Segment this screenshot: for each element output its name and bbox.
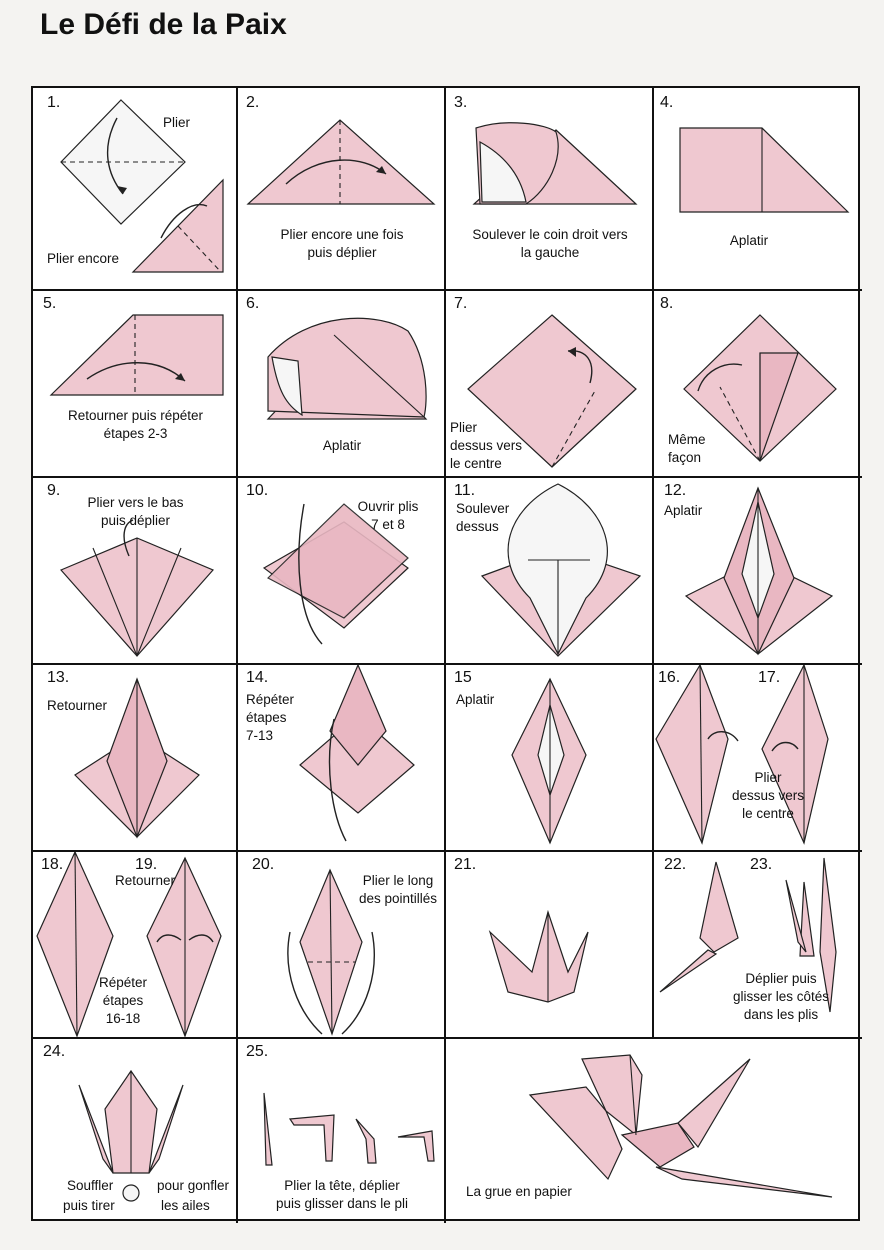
step-number: 25. [246, 1043, 269, 1060]
step-11-cell [446, 478, 654, 665]
step-number: 4. [660, 94, 674, 111]
step-number: 12. [664, 482, 687, 499]
step-number: 15 [454, 669, 472, 686]
step-18-instruction: Retourner [114, 873, 176, 888]
step-14-instruction: Répéter [246, 692, 295, 707]
step-14-cell [238, 665, 446, 852]
step-16-instruction: Plier [754, 770, 782, 785]
step-2-instruction: Plier encore une fois [280, 227, 404, 242]
step-13-instruction: Retourner [47, 698, 108, 713]
step-number: 10. [246, 482, 269, 499]
step-9-instruction-2: puis déplier [100, 513, 171, 528]
step-7-instruction-2: dessus vers [450, 438, 523, 453]
step-number: 16. [658, 669, 681, 686]
step-15-cell [446, 665, 654, 852]
step-21-diagram [446, 852, 654, 1039]
step-number: 21. [454, 856, 477, 873]
step-18-19-cell [33, 852, 238, 1039]
step-5-instruction-2: étapes 2-3 [103, 426, 168, 441]
step-11-instruction-2: dessus [456, 519, 499, 534]
step-7-instruction-3: le centre [450, 456, 502, 471]
step-12-instruction: Aplatir [664, 503, 703, 518]
step-20-instruction-2: des pointillés [358, 891, 438, 906]
step-14-instruction-2: étapes [246, 710, 287, 725]
step-25-instruction: Plier la tête, déplier [284, 1178, 400, 1193]
step-number: 22. [664, 856, 687, 873]
step-number: 20. [252, 856, 275, 873]
step-25-cell [238, 1039, 446, 1223]
step-5-instruction: Retourner puis répéter [67, 408, 204, 423]
step-5-cell [33, 291, 238, 478]
step-12-cell [654, 478, 862, 665]
step-22-instruction: Déplier puis [745, 971, 817, 986]
step-22-23-cell [654, 852, 862, 1039]
step-number: 1. [47, 94, 61, 111]
step-number: 2. [246, 94, 260, 111]
step-16-17-cell [654, 665, 862, 852]
step-13-diagram [33, 665, 238, 852]
step-10-instruction-2: 7 et 8 [371, 517, 405, 532]
page-title: Le Défi de la Paix [40, 8, 287, 41]
step-number-2: 19. [135, 856, 158, 873]
step-7-instruction: Plier [450, 420, 478, 435]
step-24-instruction-4: les ailes [161, 1198, 210, 1213]
step-9-instruction: Plier vers le bas [87, 495, 184, 510]
step-3-instruction-2: la gauche [520, 245, 580, 260]
final-crane-cell [446, 1039, 862, 1223]
step-1-instruction-2: Plier encore [47, 251, 120, 266]
final-caption: La grue en papier [466, 1184, 572, 1199]
step-16-instruction-3: le centre [742, 806, 794, 821]
step-22-instruction-3: dans les plis [743, 1007, 819, 1022]
step-16-17-diagram [654, 665, 862, 852]
step-14-instruction-3: 7-13 [246, 728, 274, 743]
step-number: 18. [41, 856, 64, 873]
step-18-instruction-2: Répéter [98, 975, 148, 990]
step-number: 5. [43, 295, 57, 312]
step-number-2: 17. [758, 669, 781, 686]
step-10-instruction: Ouvrir plis [357, 499, 419, 514]
step-8-instruction: Même [668, 432, 706, 447]
step-4-instruction: Aplatir [729, 233, 769, 248]
step-16-instruction-2: dessus vers [731, 788, 805, 803]
step-10-cell [238, 478, 446, 665]
step-6-cell [238, 291, 446, 478]
step-number: 24. [43, 1043, 66, 1060]
step-number: 6. [246, 295, 260, 312]
step-number: 13. [47, 669, 70, 686]
step-18-instruction-3: étapes [102, 993, 144, 1008]
step-25-instruction-2: puis glisser dans le pli [275, 1196, 409, 1211]
step-20-cell [238, 852, 446, 1039]
step-4-cell [654, 88, 862, 291]
step-1-cell [33, 88, 238, 291]
step-3-cell [446, 88, 654, 291]
step-21-cell [446, 852, 654, 1039]
step-number: 9. [47, 482, 61, 499]
step-number: 8. [660, 295, 674, 312]
step-24-instruction-3: pour gonfler [157, 1178, 230, 1193]
step-24-instruction: Souffler [67, 1178, 114, 1193]
step-11-instruction: Soulever [456, 501, 510, 516]
step-24-cell [33, 1039, 238, 1223]
step-number: 7. [454, 295, 468, 312]
step-9-cell [33, 478, 238, 665]
step-20-instruction: Plier le long [362, 873, 434, 888]
step-6-instruction: Aplatir [322, 438, 362, 453]
instructions-grid [31, 86, 860, 1221]
step-22-instruction-2: glisser les côtés [732, 989, 830, 1004]
step-4-diagram [654, 88, 862, 291]
step-number: 3. [454, 94, 468, 111]
step-1-instruction: Plier [163, 115, 191, 130]
step-number-2: 23. [750, 856, 773, 873]
step-24-diagram [33, 1039, 238, 1223]
step-2-cell [238, 88, 446, 291]
step-2-instruction-2: puis déplier [307, 245, 377, 260]
step-8-instruction-2: façon [668, 450, 702, 465]
step-7-cell [446, 291, 654, 478]
step-24-instruction-2: puis tirer [63, 1198, 115, 1213]
step-5-diagram [33, 291, 238, 478]
step-number: 14. [246, 669, 269, 686]
step-15-instruction: Aplatir [456, 692, 495, 707]
step-8-cell [654, 291, 862, 478]
step-number: 11. [454, 482, 476, 499]
step-13-cell [33, 665, 238, 852]
step-3-instruction: Soulever le coin droit vers [472, 227, 628, 242]
step-18-instruction-4: 16-18 [105, 1011, 141, 1026]
